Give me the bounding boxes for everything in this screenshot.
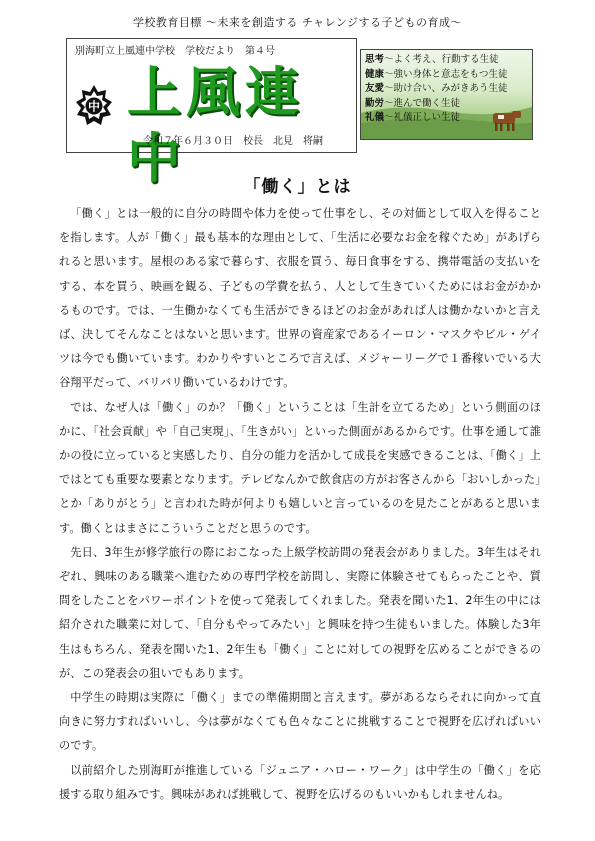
value-term: 友愛 xyxy=(365,83,385,95)
value-desc: ～強い身体と意志をもつ生徒 xyxy=(384,68,508,80)
school-line: 別海町立上風連中学校 学校だより 第４号 xyxy=(75,46,275,57)
date-principal-line: 令和７年６月３０日 校長 北見 将嗣 xyxy=(143,136,323,147)
value-desc: ～よく考え、行動する生徒 xyxy=(384,54,499,65)
emblem-char: 中 xyxy=(87,99,101,114)
value-term: 思考 xyxy=(365,54,385,65)
school-values-list xyxy=(365,53,508,126)
school-emblem-icon xyxy=(74,83,114,129)
article-paragraph: 「働く」とは一般的に自分の時間や体力を使って仕事をし、その対価として収入を得ることを指します。人が「働く」最も基本的な理由として、「生活に必要なお金を稼ぐため」があげられると思います。屋根のある家で暮らす、衣服を買う、毎日食事をする、携帯電話の支払いをする、本を買う、映画を観る、子どもの学費を払う、人として生きていくためにはお金がかかるものです。では、一生働かなくても生活ができるほどのお金があれば人は働かないかと言えば、決してそんなことはないと思います。世界の資産家であるイーロン・マスクやビル・ゲイツは今でも働いています。わかりやすいところで言えば、メジャーリーグで１番稼いでいる大谷翔平だって、バリバリ働いているわけです。 xyxy=(59,207,541,390)
school-values-box xyxy=(360,49,533,140)
value-item xyxy=(365,68,508,83)
article-body xyxy=(59,202,541,807)
value-term: 勤労 xyxy=(365,97,385,109)
value-item xyxy=(365,82,508,97)
value-desc: ～進んで働く生徒 xyxy=(384,97,461,109)
value-term: 健康 xyxy=(365,68,385,80)
article-paragraph: では、なぜ人は「働く」のか？「働く」ということは「生計を立てるため」という側面のほかに、「社会貢献」や「自己実現」、「生きがい」といった側面があるからです。仕事を通して誰かの役に立っていると実感したり、自分の能力を活かして成長を実感できることは、「働く」上ではとても重要な要素となります。テレビなんかで飲食店の方がお客さんから「おいしかった」とか「ありがとう」と言われた時が何よりも嬉しいと言っているのを見たことがあると思います。働くとはまさにこういうことだと思うのです。 xyxy=(59,400,541,535)
value-item xyxy=(365,111,508,126)
article-paragraph: 中学生の時期は実際に「働く」までの準備期間と言えます。夢があるならそれに向かって直向きに努力すればいいし、今は夢がなくても色々なことに挑戦することで視野を広げればいいのです。 xyxy=(59,691,541,753)
value-desc: ～礼儀正しい生徒 xyxy=(384,112,461,124)
masthead-title: 上風連中 xyxy=(127,60,304,190)
article-title: 「働く」とは xyxy=(243,177,352,197)
article-paragraph: 以前紹介した別海町が推進している「ジュニア・ハロー・ワーク」は中学生の「働く」を応援する取り組みです。興味があれば挑戦して、視野を広げるのもいいかもしれませんね。 xyxy=(59,763,541,801)
value-item xyxy=(365,97,508,112)
article-paragraph: 先日、3年生が修学旅行の際におこなった上級学校訪問の発表会がありました。3年生はそれぞれ、興味のある職業へ進むための専門学校を訪問し、実際に体験させてもらったことや、質問をしたことをパワーポイントを使って発表してくれました。発表を聞いた1、2年生の中には紹介された職業に対して、「自分もやってみたい」と興味を持つ生徒もいました。体験した3年生はもちろん、発表を聞いた1、2年生も「働く」ことに対しての視野を広めることができるのが、この発表会の狙いでもあります。 xyxy=(59,545,541,680)
value-desc: ～助け合い、みがきあう生徒 xyxy=(384,83,508,95)
value-item xyxy=(365,53,508,68)
value-term: 礼儀 xyxy=(365,112,385,124)
school-goal: 学校教育目標 ～未来を創造する チャレンジする子どもの育成～ xyxy=(132,16,463,29)
